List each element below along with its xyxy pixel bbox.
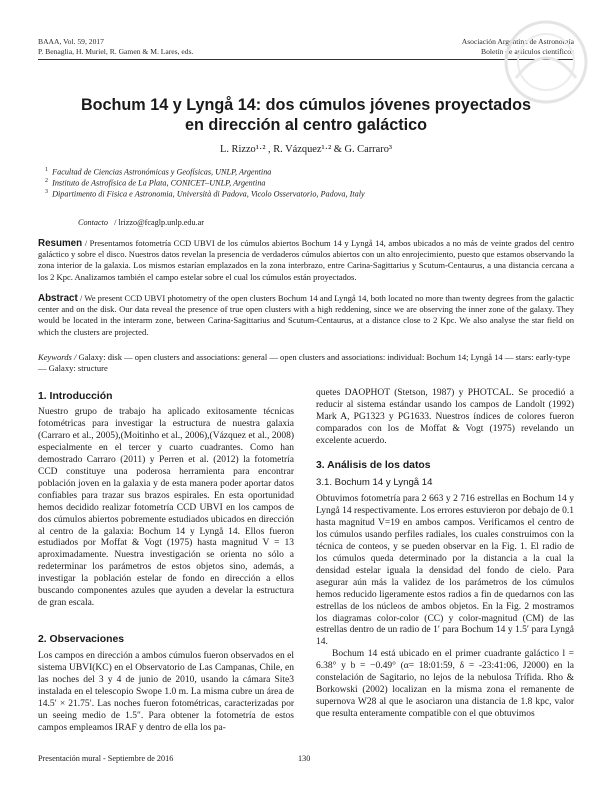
keywords-text: Galaxy: disk — open clusters and associations: general — open clusters and associations: individual: Bochum 14; Lyngå 14 — stars: early-type — Galaxy: structure [38, 352, 571, 374]
keywords-label: Keywords / [38, 352, 77, 362]
association-name: Asociación Argentina de Astronomía [461, 37, 574, 46]
contact-email[interactable]: / lrizzo@fcaglp.unlp.edu.ar [114, 218, 205, 227]
keywords [38, 352, 574, 374]
resumen-text: / Presentamos fotometría CCD UBVI de los cúmulos abiertos Bochum 14 y Lyngå 14, ambos ubicados a no más de veinte grados del centro galáctico y sobre el disco. Nuestros datos revelan la presencia de verdaderos cúmulos abiertos con un alto enrojecimiento, puesto que estamos observando la zona interior de la galaxia. Los mismos estarían emplazados en la zona interbrazo, entre Carina-Sagittarius y Scutum-Centaurus, a una distancia cercana a los 2 Kpc. Analizamos también el campo estelar sobre el cual los cúmulos están proyectados. [38, 238, 574, 282]
page-number: 130 [298, 754, 311, 763]
aff-num: 3 [45, 189, 48, 195]
title-line-2: en dirección al centro galáctico [185, 116, 427, 134]
observaciones-continued [316, 388, 574, 448]
bulletin-name: Boletín de artículos científicos [481, 47, 574, 56]
aff-text: Dipartimento di Fisica e Astronomia, Università di Padova, Vicolo Osservatorio, Padova, Italy [52, 189, 365, 199]
aff-num: 1 [45, 167, 48, 173]
journal-volume: BAAA, Vol. 59, 2017 [38, 37, 104, 46]
paragraph: Nuestro grupo de trabajo ha aplicado exitosamente técnicas fotométricas para investigar la estructura de nuestra galaxia (Carraro et al., 2005),(Moitinho et al., 2006),(Vázquez et al., 2008) especialmente en el tercer y cuarto cuadrantes. Como han demostrado Carraro (2011) y Perren et al. (2012) la fotometría CCD constituye una poderosa herramienta para encontrar población joven en la galaxia y de esta manera poder aportar datos confiables para trazar sus brazos espirales. En esta oportunidad hemos decidido realizar fotometría CCD UBVI en los campos de dos cúmulos abiertos pobremente estudiados ubicados en dirección al centro de la galaxia: Bochum 14 y Lyngå 14. Ellos fueron estudiados por Moffat & Vogt (1975) hasta magnitud V = 13 aproximadamente. Nuestra investigación se orienta no sólo a redeterminar los parámetros de estos objetos sino, además, a investigar la población estelar de fondo en dirección a ellos buscando componentes azules que ayuden a develar la estructura de gran escala. [38, 407, 294, 609]
aff-text: Facultad de Ciencias Astronómicas y Geofísicas, UNLP, Argentina [52, 167, 272, 177]
title-line-1: Bochum 14 y Lyngå 14: dos cúmulos jóvenes proyectados [80, 96, 532, 114]
paragraph: Los campos en dirección a ambos cúmulos fueron observados en el sistema UBVI(KC) en el Observatorio de Las Campanas, Chile, en las noches del 3 y 4 de junio de 2010, usando la cámara Site3 instalada en el telescopio Swope 1.0 m. La misma cubre un área de 14.5′ × 21.75′. Las noches fueron fotométricas, caracterizadas por un seeing medio de 1.5″. Para obtener la fotometría de estos campos empleamos IRAF y dentro de ella los pa- [38, 651, 294, 733]
association-logo [502, 18, 590, 106]
affiliation-3 [45, 187, 365, 200]
section-analisis-heading: 3. Análisis de los datos [316, 460, 431, 471]
abstract-text: / We present CCD UBVI photometry of the open clusters Bochum 14 and Lyngå 14, both located no more than twenty degrees from the galactic center and on the disk. Our data reveal the presence of true open clusters with a high reddening, since we are observing the inner zone of the galaxy. They would be located in the interarm zone, between Carina-Sagittarius and Scutum-Centaurus, at a distance close to 2 Kpc. We also analyse the star field on which the clusters are projected. [38, 293, 574, 337]
analisis-body [316, 494, 574, 721]
header-rule [38, 59, 574, 60]
contact [78, 218, 204, 227]
footer-presentation: Presentación mural - Septiembre de 2016 [38, 754, 174, 763]
aff-text: Instituto de Astrofísica de La Plata, CONICET–UNLP, Argentina [52, 178, 266, 188]
contact-label: Contacto [78, 218, 109, 227]
section-introduccion-heading: 1. Introducción [38, 391, 113, 402]
resumen [38, 238, 574, 283]
paragraph: Bochum 14 está ubicado en el primer cuadrante galáctico l = 6.38° y b = −0.49° (α= 18:01:59, δ = -23:41:06, J2000) en la constelación de Sagitario, no lejos de la nebulosa Trífida. Rho & Borkowski (2002) localizan en la misma zona el remanente de supernova W28 al que le asociaron una distancia de 1.8 kpc, valor que resulta enteramente compatible con el que obtuvimos [316, 649, 574, 720]
paper-title [60, 95, 552, 135]
authors: L. Rizzo¹·² , R. Vázquez¹·² & G. Carraro³ [219, 144, 393, 155]
subsection-bochum-heading: 3.1. Bochum 14 y Lyngå 14 [316, 477, 433, 488]
abstract-label: Abstract [38, 293, 78, 304]
paragraph: quetes DAOPHOT (Stetson, 1987) y PHOTCAL. Se procedió a reducir al sistema estándar usando los campos de Landolt (1992) Mark A, PG1323 y PG1633. Nuestros índices de colores fueron comparados con los de Moffat & Vogt (1975) revelando un excelente acuerdo. [316, 388, 574, 446]
paragraph: Obtuvimos fotometría para 2 663 y 2 716 estrellas en Bochum 14 y Lyngå 14 respectivamente. Los errores estuvieron por debajo de 0.1 hasta magnitud V=19 en ambos campos. Verificamos el centro de los cúmulos usando perfiles radiales, los cuales construimos con la técnica de conteos, y se pueden observar en la Fig. 1. El radio de los cúmulos queda determinado por la distancia a la cual la densidad estelar iguala la densidad del fondo de cielo. Para asegurar aún más la validez de los parámetros de los cúmulos hemos reducido ligeramente estos radios a fin de quedarnos con las estrellas de los núcleos de ambos objetos. En la Fig. 2 mostramos los diagramas color-color (CC) y color-magnitud (CM) de las estrellas dentro de un radio de 1′ para Bochum 14 y 1.5′ para Lyngå 14. [316, 494, 574, 648]
editors: P. Benaglia, H. Muriel, R. Gamen & M. Lares, eds. [38, 47, 194, 56]
introduccion-body [38, 407, 294, 610]
aff-num: 2 [45, 178, 48, 184]
abstract [38, 293, 574, 338]
observaciones-body [38, 651, 294, 735]
resumen-label: Resumen [38, 238, 83, 249]
section-observaciones-heading: 2. Observaciones [38, 634, 125, 645]
